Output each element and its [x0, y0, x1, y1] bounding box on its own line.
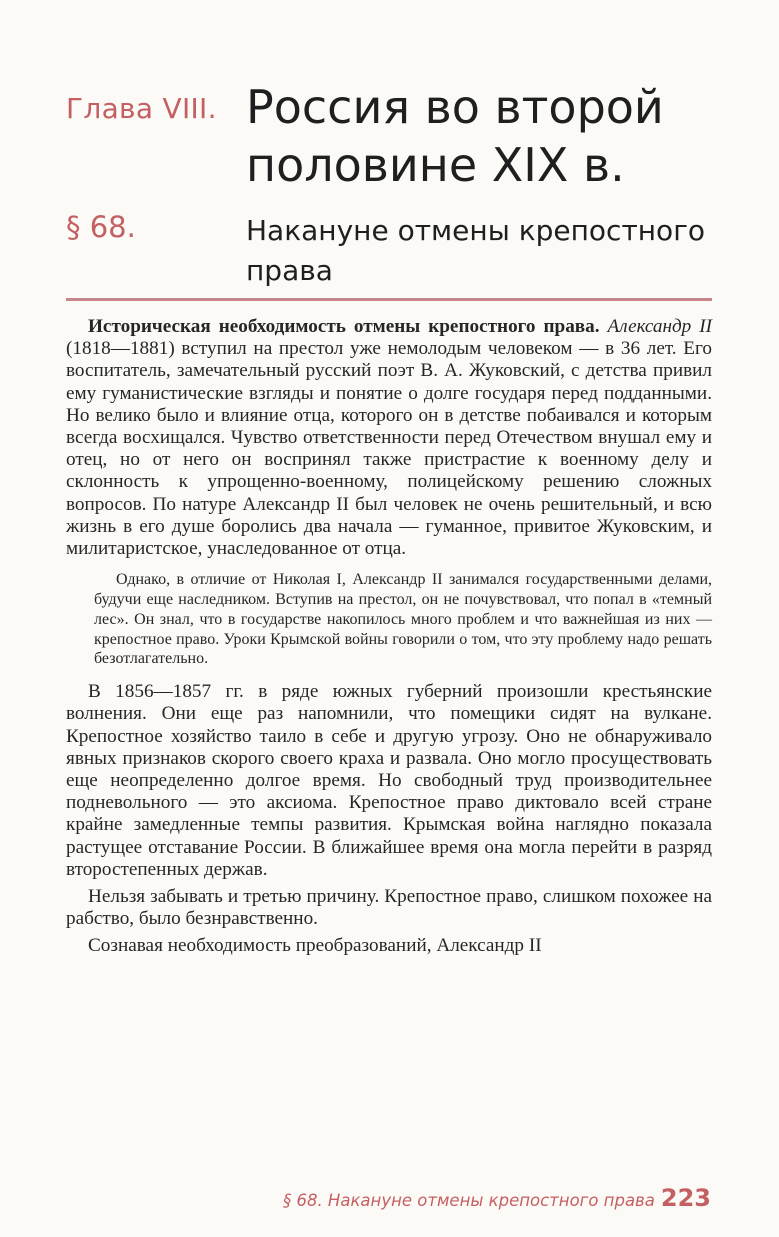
small-print-block: [66, 570, 712, 669]
page-footer: [283, 1184, 711, 1212]
paragraph-1-name: Александр II: [607, 316, 712, 337]
body-text: [66, 316, 712, 958]
paragraph-1: [66, 316, 712, 560]
running-title: § 68. Накануне отмены крепостного права: [282, 1191, 655, 1210]
paragraph-1-text: (1818—1881) вступил на престол уже немолодым человеком — в 36 лет. Его воспитатель, замечательный русский поэт В. А. Жуковский, с детства привил ему гуманистические взгляды и понятие о долге государя перед подданными. Но велико было и влияние отца, которого он в детстве побаивался и которым всегда восхищался. Чувство ответственности перед Отечеством внушал ему и отец, но от него он воспринял также пристрастие к военному делу и склонность к упрощенно-военному, полицейскому решению сложных вопросов. По натуре Александр II был человек не очень решительный, и всю жизнь в его душе боролись два начала — гуманное, привитое Жуковским, и милитаристское, унаследованное от отца.: [66, 338, 712, 560]
small-print-paragraph: Однако, в отличие от Николая I, Александр II занимался государственными делами, будучи еще наследником. Вступив на престол, он не почувствовал, что попал в «темный лес». Он знал, что в государстве накопилось много проблем и что важнейшая из них — крепостное право. Уроки Крымской войны говорили о том, что эту проблему надо решать безотлагательно.: [94, 571, 712, 668]
section-label: § 68.: [66, 210, 136, 244]
chapter-label: Глава VIII.: [66, 92, 217, 125]
paragraph-1-heading: Историческая необходимость отмены крепостного права.: [88, 316, 600, 337]
paragraph-2: В 1856—1857 гг. в ряде южных губерний произошли крестьянские волнения. Они еще раз напомнили, что помещики сидят на вулкане. Крепостное хозяйство таило в себе и другую угрозу. Оно не обнаруживало явных признаков скорого своего краха и развала. Оно могло просуществовать еще неопределенно долгое время. Но свободный труд производительнее подневольного — это аксиома. Крепостное право диктовало всей стране крайне замедленные темпы развития. Крымская война наглядно показала растущее отставание России. В ближайшее время она могла перейти в разряд второстепенных держав.: [66, 681, 712, 880]
chapter-title: Россия во второй половине XIX в.: [246, 80, 664, 192]
page-number: 223: [660, 1184, 711, 1212]
section-title: Накануне отмены крепостного права: [246, 214, 706, 287]
heading-divider: [66, 298, 712, 301]
paragraph-4: Сознавая необходимость преобразований, Александр II: [88, 935, 542, 957]
paragraph-3: Нельзя забывать и третью причину. Крепостное право, слишком похожее на рабство, было безнравственно.: [66, 886, 712, 930]
